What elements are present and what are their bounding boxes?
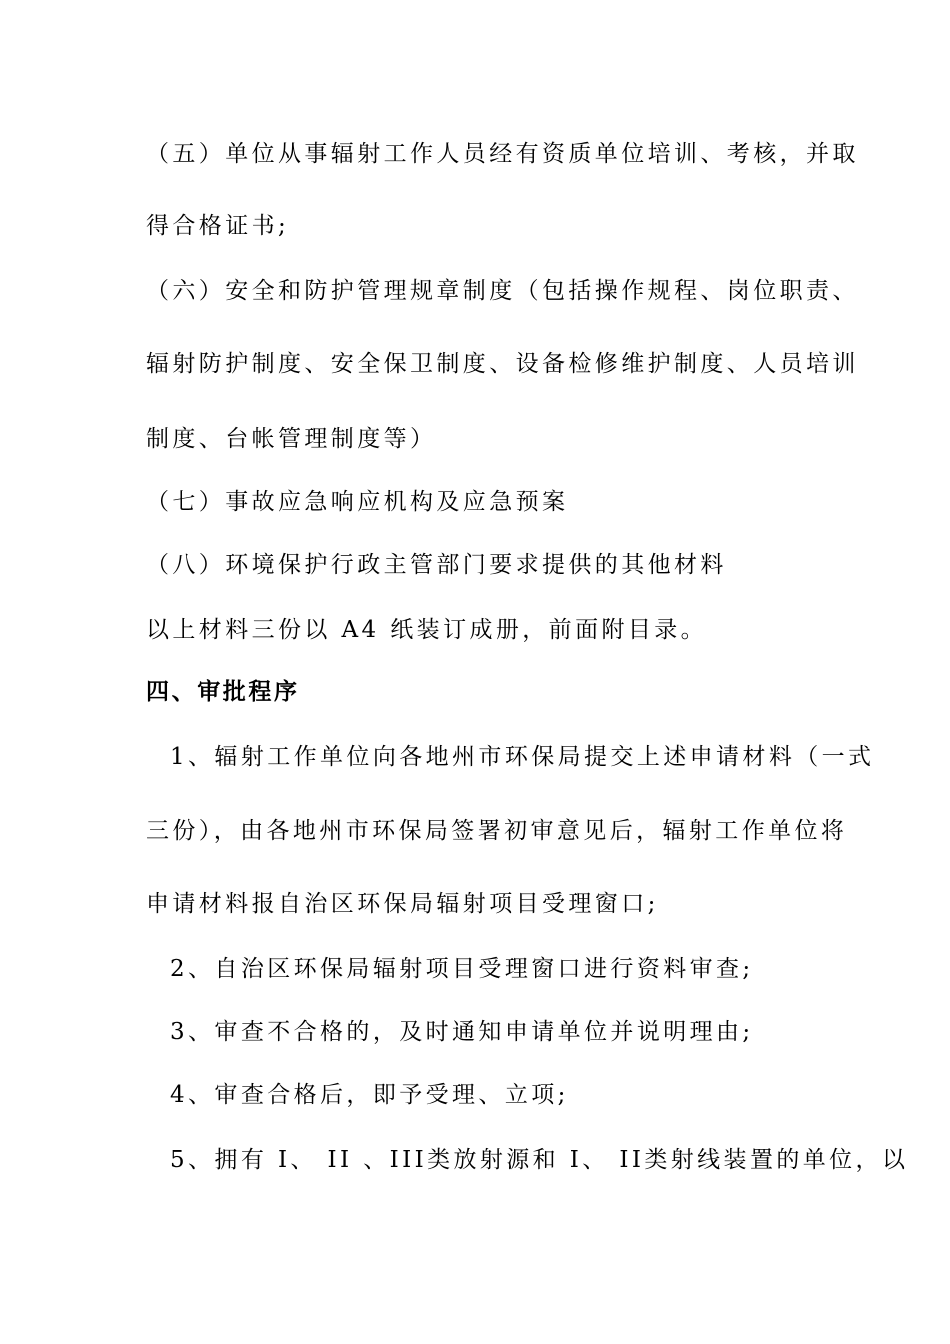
list-item-6-line-1: （六）安全和防护管理规章制度（包括操作规程、岗位职责、 [146,278,859,304]
procedure-step-1-line-1: 1、辐射工作单位向各地州市环保局提交上述申请材料（一式 [170,744,875,770]
list-item-6-line-2: 辐射防护制度、安全保卫制度、设备检修维护制度、人员培训 [146,351,859,377]
materials-note: 以上材料三份以 A4 纸装订成册，前面附目录。 [146,617,708,643]
procedure-step-1-line-3: 申请材料报自治区环保局辐射项目受理窗口; [146,891,659,917]
list-item-5-line-2: 得合格证书; [146,213,290,239]
procedure-step-2: 2、自治区环保局辐射项目受理窗口进行资料审查; [170,956,754,982]
section-heading: 四、审批程序 [146,679,300,705]
list-item-6-line-3: 制度、台帐管理制度等） [146,426,437,452]
procedure-step-4: 4、审查合格后，即予受理、立项; [170,1082,569,1108]
list-item-5-line-1: （五）单位从事辐射工作人员经有资质单位培训、考核，并取 [146,141,859,167]
list-item-8: （八）环境保护行政主管部门要求提供的其他材料 [146,552,727,578]
list-item-7: （七）事故应急响应机构及应急预案 [146,489,569,515]
procedure-step-1-line-2: 三份），由各地州市环保局签署初审意见后，辐射工作单位将 [146,818,848,844]
procedure-step-5-line-1: 5、拥有 I、 II 、III类放射源和 I、 II类射线装置的单位，以 [170,1147,909,1173]
procedure-step-3: 3、审查不合格的，及时通知申请单位并说明理由; [170,1019,754,1045]
